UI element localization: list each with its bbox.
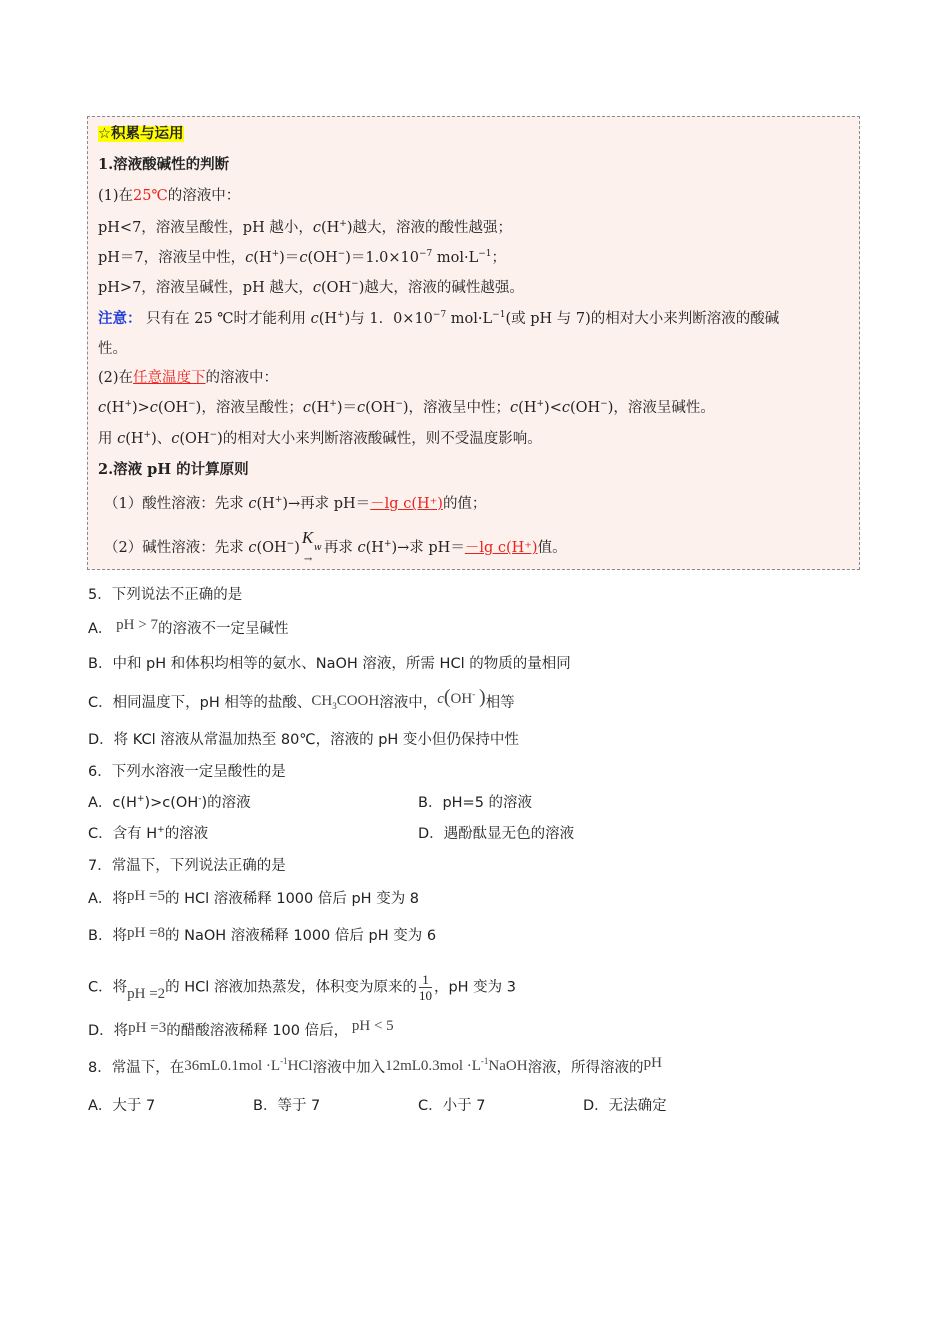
any-temp-rule: c(H+)>c(OH−)，溶液呈酸性；c(H+)＝c(OH−)，溶液呈中性；c(H+)<c(OH−)，溶液呈碱性。	[98, 399, 715, 416]
q5-option-b: B．中和 pH 和体积均相等的氨水、NaOH 溶液，所需 HCl 的物质的量相同	[88, 656, 571, 672]
base-ph-formula: －lg c(H⁺)	[464, 540, 538, 556]
section-1-para-2: (2)在任意温度下的溶液中：	[98, 370, 279, 386]
q5-option-c: C．相同温度下，pH 相等的盐酸、$CH_3COOH$溶液中，c(OH- )相等	[88, 686, 515, 711]
summary-heading: ☆积累与运用	[98, 126, 184, 142]
q7-stem: 7．常温下，下列说法正确的是	[88, 858, 286, 874]
section-1-para-1: (1)在25℃的溶液中：	[98, 188, 241, 204]
acid-ph-rule: （1）酸性溶液：先求 c(H+)→再求 pH＝－lg c(H⁺)的值；	[104, 495, 487, 512]
basic-rule: pH>7，溶液呈碱性，pH 越大，c(OH−)越大，溶液的碱性越强。	[98, 279, 524, 296]
section-2-title: 2.溶液 pH 的计算原则	[98, 461, 249, 478]
acidic-rule: pH<7，溶液呈酸性，pH 越小，c(H+)越大，溶液的酸性越强；	[98, 219, 512, 236]
section-1-title: 1.溶液酸碱性的判断	[98, 156, 230, 173]
kw-arrow-icon: K w →	[301, 528, 322, 565]
q5-option-a: A． pH > 7的溶液不一定呈碱性	[88, 617, 289, 637]
q8-option-d: D．无法确定	[583, 1098, 667, 1114]
q6-option-c: C．含有 H+的溶液	[88, 825, 209, 842]
any-temp-conclusion: 用 c(H+)、c(OH−)的相对大小来判断溶液酸碱性，则不受温度影响。	[98, 430, 542, 447]
q6-stem: 6．下列水溶液一定呈酸性的是	[88, 764, 286, 780]
q5-option-d: D．将 KCl 溶液从常温加热至 80℃，溶液的 pH 变小但仍保持中性	[88, 732, 519, 748]
q8-option-b: B．等于 7	[253, 1098, 321, 1114]
note-line: 注意： 只有在 25 ℃时才能利用 c(H+)与 1．$0\times 10^{-7}$ $mol\cdot L^{-1}$(或 pH 与 7)的相对大小来判断溶液的酸碱	[98, 310, 780, 327]
q7-option-b: B．将pH =8的 NaOH 溶液稀释 1000 倍后 pH 变为 6	[88, 925, 437, 944]
one-tenth-fraction: $\frac{1}{10}$	[418, 972, 432, 1003]
q8-stem: 8．常温下，在$36mL0.1mol \cdot L^{-1}HCl$溶液中加入$12mL0.3mol \cdot L^{-1}NaOH$溶液，所得溶液的pH	[88, 1055, 662, 1076]
q8-option-c: C．小于 7	[418, 1098, 486, 1114]
acid-ph-formula: －lg c(H⁺)	[370, 496, 443, 512]
q7-option-c: C．将pH =2的 HCl 溶液加热蒸发，体积变为原来的 $\frac{1}{10}$ ，pH 变为 3	[88, 972, 517, 1003]
note-line-end: 性。	[98, 341, 127, 357]
q8-option-a: A．大于 7	[88, 1098, 156, 1114]
q7-option-d: D．将pH =3的醋酸溶液稀释 100 倍后， pH < 5	[88, 1018, 394, 1039]
q6-option-d: D．遇酚酞显无色的溶液	[418, 826, 575, 842]
neutral-rule: pH＝7，溶液呈中性，$c(H^+)=c(OH^-)=1.0\times 10^{-7}$ $mol\cdot L^{-1}$；	[98, 249, 507, 266]
q5-stem: 5．下列说法不正确的是	[88, 587, 243, 603]
q6-option-a: A．c(H+)>c(OH-)的溶液	[88, 794, 251, 811]
q7-option-a: A．将pH =5的 HCl 溶液稀释 1000 倍后 pH 变为 8	[88, 888, 420, 907]
base-ph-rule: （2）碱性溶液：先求 c(OH−) K w → 再求 c(H+)→求 pH＝－lg c(H⁺)值。	[104, 528, 567, 565]
q6-option-b: B．pH=5 的溶液	[418, 795, 533, 811]
